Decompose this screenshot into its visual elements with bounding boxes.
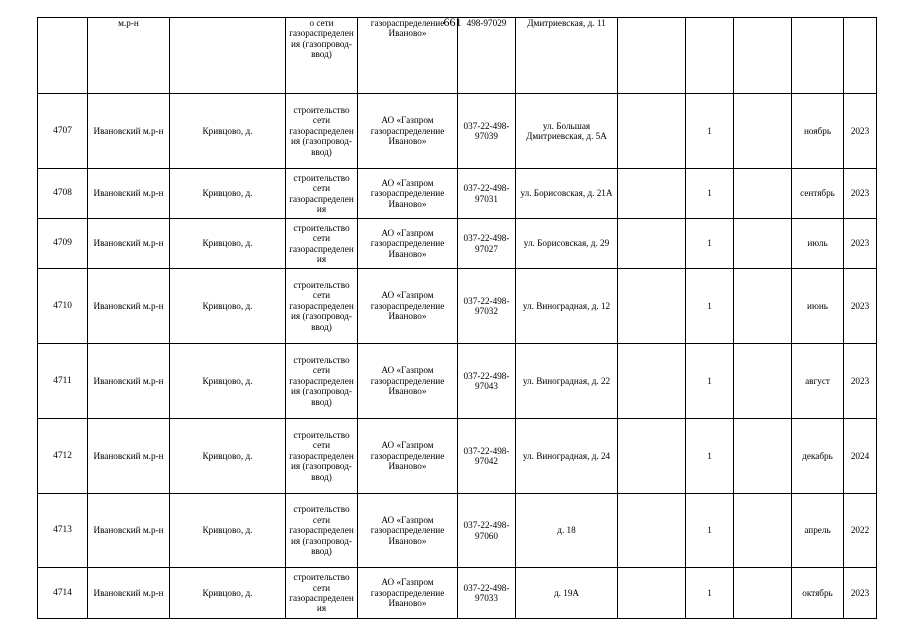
locality-cell: Кривцово, д. bbox=[170, 219, 286, 269]
organization-cell: АО «Газпром газораспределение Иваново» bbox=[358, 419, 458, 494]
address-cell: ул. Виноградная, д. 24 bbox=[516, 419, 618, 494]
count-cell: 1 bbox=[686, 169, 734, 219]
id-cell: 037-22-498-97031 bbox=[458, 169, 516, 219]
year-cell: 2023 bbox=[844, 94, 877, 169]
locality-cell: Кривцово, д. bbox=[170, 169, 286, 219]
district-cell: Ивановский м.р-н bbox=[88, 169, 170, 219]
count-cell: 1 bbox=[686, 568, 734, 619]
year-cell: 2023 bbox=[844, 568, 877, 619]
row-number: 4712 bbox=[38, 419, 88, 494]
blank-cell bbox=[618, 18, 686, 94]
address-cell: ул. Борисовская, д. 29 bbox=[516, 219, 618, 269]
locality-cell: Кривцово, д. bbox=[170, 269, 286, 344]
month-cell: июнь bbox=[792, 269, 844, 344]
row-number: 4708 bbox=[38, 169, 88, 219]
blank-cell bbox=[734, 169, 792, 219]
blank-cell bbox=[734, 269, 792, 344]
organization-cell: АО «Газпром газораспределение Иваново» bbox=[358, 219, 458, 269]
district-cell: Ивановский м.р-н bbox=[88, 419, 170, 494]
district-cell: Ивановский м.р-н bbox=[88, 219, 170, 269]
blank-cell bbox=[734, 18, 792, 94]
work-type-cell: строительство сети газораспределения (газопровод-ввод) bbox=[286, 494, 358, 568]
blank-cell bbox=[618, 94, 686, 169]
district-cell: Ивановский м.р-н bbox=[88, 568, 170, 619]
year-cell: 2023 bbox=[844, 269, 877, 344]
address-cell: д. 18 bbox=[516, 494, 618, 568]
count-cell: 1 bbox=[686, 344, 734, 419]
work-type-cell: о сети газораспределения (газопровод-ввод) bbox=[286, 18, 358, 94]
year-cell: 2022 bbox=[844, 494, 877, 568]
blank-cell bbox=[734, 94, 792, 169]
locality-cell: Кривцово, д. bbox=[170, 568, 286, 619]
district-cell: Ивановский м.р-н bbox=[88, 269, 170, 344]
id-cell: 037-22-498-97027 bbox=[458, 219, 516, 269]
work-type-cell: строительство сети газораспределения (газопровод-ввод) bbox=[286, 419, 358, 494]
organization-cell: АО «Газпром газораспределение Иваново» bbox=[358, 94, 458, 169]
month-cell: июль bbox=[792, 219, 844, 269]
work-type-cell: строительство сети газораспределения bbox=[286, 568, 358, 619]
blank-cell bbox=[734, 419, 792, 494]
blank-cell bbox=[734, 494, 792, 568]
blank-cell bbox=[618, 344, 686, 419]
organization-cell: АО «Газпром газораспределение Иваново» bbox=[358, 269, 458, 344]
id-cell: 037-22-498-97032 bbox=[458, 269, 516, 344]
organization-cell: АО «Газпром газораспределение Иваново» bbox=[358, 344, 458, 419]
table-row bbox=[38, 94, 877, 169]
table-row bbox=[38, 169, 877, 219]
id-cell: 037-22-498-97033 bbox=[458, 568, 516, 619]
locality-cell bbox=[170, 18, 286, 94]
count-cell: 1 bbox=[686, 269, 734, 344]
count-cell: 1 bbox=[686, 219, 734, 269]
month-cell bbox=[792, 18, 844, 94]
month-cell: август bbox=[792, 344, 844, 419]
month-cell: ноябрь bbox=[792, 94, 844, 169]
month-cell: октябрь bbox=[792, 568, 844, 619]
work-type-cell: строительство сети газораспределения (газопровод-ввод) bbox=[286, 269, 358, 344]
organization-cell: АО «Газпром газораспределение Иваново» bbox=[358, 169, 458, 219]
id-cell: 037-22-498-97042 bbox=[458, 419, 516, 494]
organization-cell: АО «Газпром газораспределение Иваново» bbox=[358, 494, 458, 568]
blank-cell bbox=[618, 419, 686, 494]
year-cell bbox=[844, 18, 877, 94]
address-cell: ул. Борисовская, д. 21А bbox=[516, 169, 618, 219]
month-cell: апрель bbox=[792, 494, 844, 568]
row-number: 4707 bbox=[38, 94, 88, 169]
address-cell: Дмитриевская, д. 11 bbox=[516, 18, 618, 94]
table-row bbox=[38, 18, 877, 94]
id-cell: 498-97029 bbox=[458, 18, 516, 94]
work-type-cell: строительство сети газораспределения bbox=[286, 169, 358, 219]
work-type-cell: строительство сети газораспределения (газопровод-ввод) bbox=[286, 94, 358, 169]
locality-cell: Кривцово, д. bbox=[170, 494, 286, 568]
address-cell: д. 19А bbox=[516, 568, 618, 619]
organization-cell: АО «Газпром газораспределение Иваново» bbox=[358, 568, 458, 619]
id-cell: 037-22-498-97043 bbox=[458, 344, 516, 419]
address-cell: ул. Большая Дмитриевская, д. 5А bbox=[516, 94, 618, 169]
count-cell: 1 bbox=[686, 494, 734, 568]
blank-cell bbox=[618, 219, 686, 269]
id-cell: 037-22-498-97060 bbox=[458, 494, 516, 568]
address-cell: ул. Виноградная, д. 12 bbox=[516, 269, 618, 344]
table-row bbox=[38, 494, 877, 568]
locality-cell: Кривцово, д. bbox=[170, 344, 286, 419]
row-number: 4713 bbox=[38, 494, 88, 568]
count-cell bbox=[686, 18, 734, 94]
blank-cell bbox=[618, 568, 686, 619]
row-number: 4710 bbox=[38, 269, 88, 344]
page-number: 661 bbox=[443, 15, 462, 29]
year-cell: 2023 bbox=[844, 344, 877, 419]
id-cell: 037-22-498-97039 bbox=[458, 94, 516, 169]
month-cell: сентябрь bbox=[792, 169, 844, 219]
year-cell: 2024 bbox=[844, 419, 877, 494]
address-cell: ул. Виноградная, д. 22 bbox=[516, 344, 618, 419]
year-cell: 2023 bbox=[844, 169, 877, 219]
row-number: 4711 bbox=[38, 344, 88, 419]
table-row bbox=[38, 568, 877, 619]
blank-cell bbox=[734, 344, 792, 419]
blank-cell bbox=[618, 269, 686, 344]
blank-cell bbox=[618, 494, 686, 568]
table-row bbox=[38, 344, 877, 419]
gas-network-table bbox=[37, 17, 877, 619]
count-cell: 1 bbox=[686, 94, 734, 169]
row-number: 4714 bbox=[38, 568, 88, 619]
count-cell: 1 bbox=[686, 419, 734, 494]
table-row bbox=[38, 269, 877, 344]
organization-cell: газораспределение Иваново» bbox=[358, 18, 458, 94]
locality-cell: Кривцово, д. bbox=[170, 419, 286, 494]
table-row bbox=[38, 219, 877, 269]
row-number bbox=[38, 18, 88, 94]
work-type-cell: строительство сети газораспределения bbox=[286, 219, 358, 269]
locality-cell: Кривцово, д. bbox=[170, 94, 286, 169]
month-cell: декабрь bbox=[792, 419, 844, 494]
district-cell: м.р-н bbox=[88, 18, 170, 94]
blank-cell bbox=[618, 169, 686, 219]
year-cell: 2023 bbox=[844, 219, 877, 269]
blank-cell bbox=[734, 568, 792, 619]
work-type-cell: строительство сети газораспределения (газопровод-ввод) bbox=[286, 344, 358, 419]
blank-cell bbox=[734, 219, 792, 269]
row-number: 4709 bbox=[38, 219, 88, 269]
table-row bbox=[38, 419, 877, 494]
district-cell: Ивановский м.р-н bbox=[88, 94, 170, 169]
district-cell: Ивановский м.р-н bbox=[88, 344, 170, 419]
district-cell: Ивановский м.р-н bbox=[88, 494, 170, 568]
